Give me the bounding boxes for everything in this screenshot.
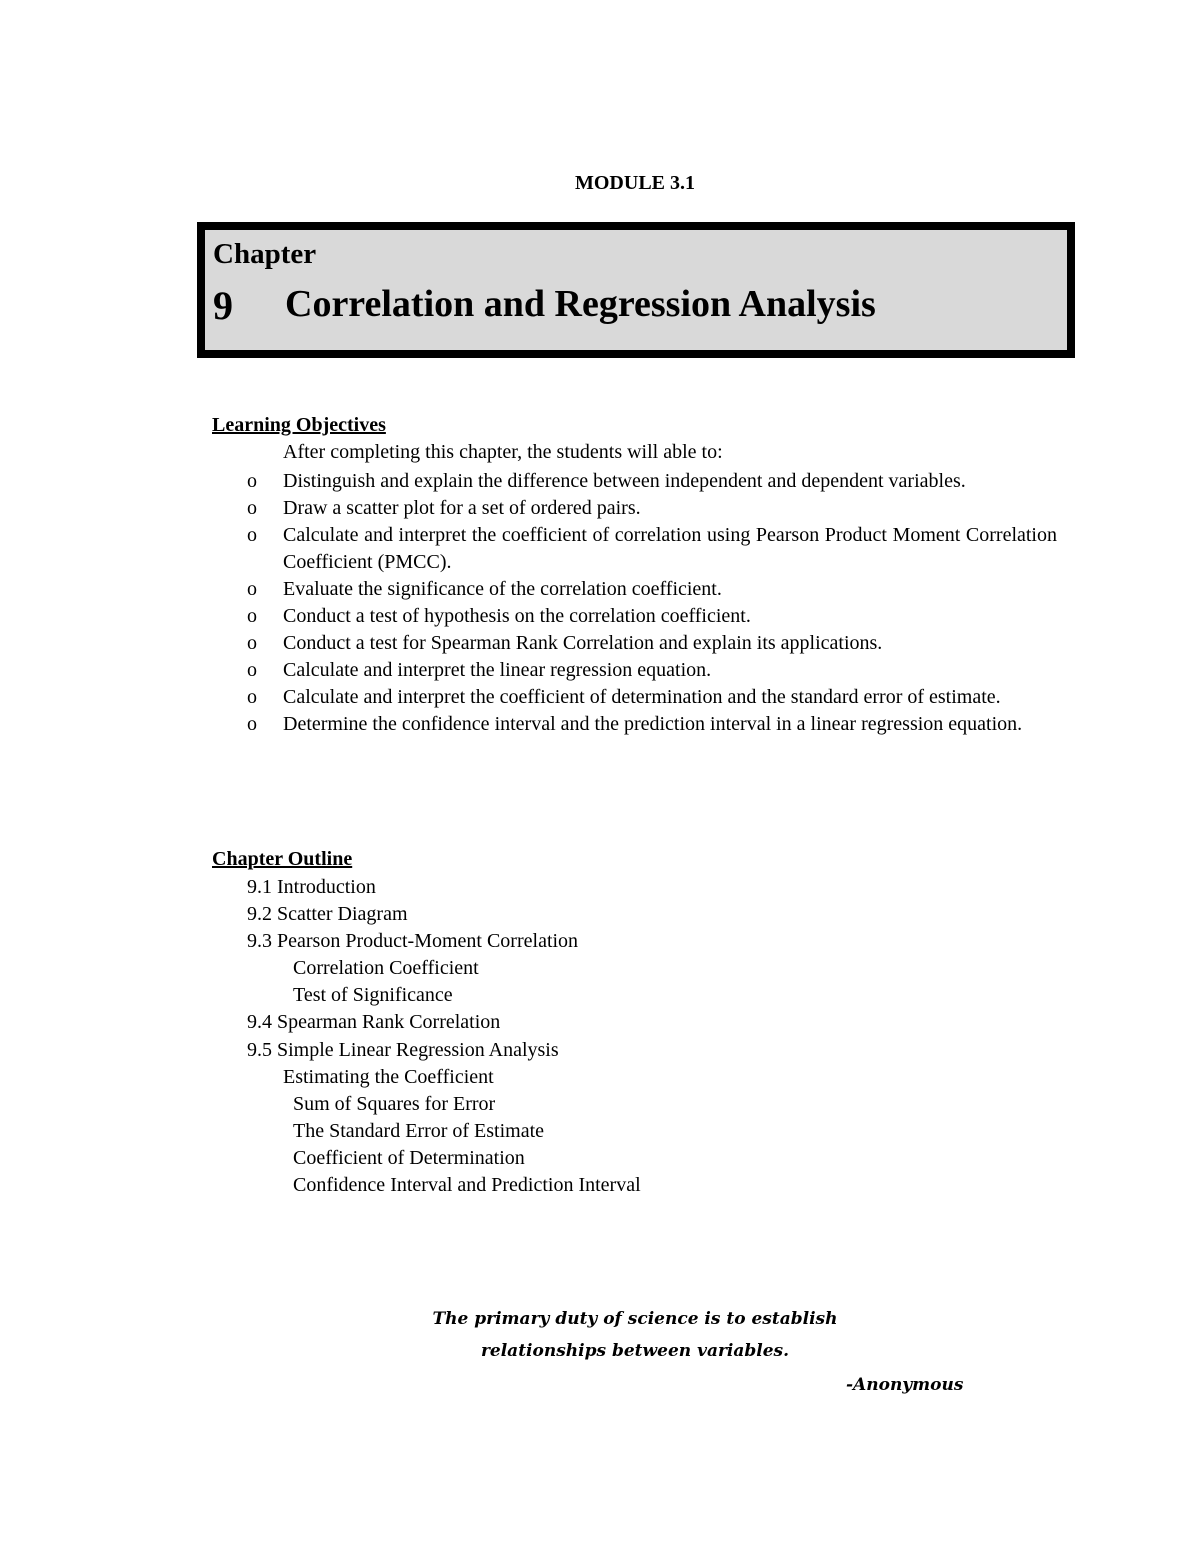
- chapter-number: 9: [213, 283, 233, 328]
- bullet-icon: o: [247, 713, 257, 735]
- learning-objectives-heading: Learning Objectives: [212, 414, 386, 436]
- bullet-icon: o: [247, 659, 257, 681]
- bullet-icon: o: [247, 524, 257, 546]
- outline-subitem: Confidence Interval and Prediction Interval: [293, 1174, 641, 1197]
- quote-line-2: relationships between variables.: [480, 1341, 790, 1361]
- objective-item: [245, 684, 1057, 711]
- outline-subitem: Estimating the Coefficient: [283, 1065, 494, 1088]
- chapter-title: Correlation and Regression Analysis: [285, 283, 876, 325]
- outline-subitem: Coefficient of Determination: [293, 1146, 525, 1169]
- outline-item: 9.2 Scatter Diagram: [247, 903, 408, 926]
- objective-text: Calculate and interpret the coefficient of determination and the standard error of estimate.: [283, 686, 1001, 708]
- objective-item: [245, 522, 1057, 576]
- objective-text: Evaluate the significance of the correlation coefficient.: [283, 578, 722, 600]
- objective-item: [245, 468, 1057, 495]
- objective-text: Distinguish and explain the difference between independent and dependent variables.: [283, 470, 966, 492]
- objective-item: [245, 603, 1057, 630]
- objective-text: Conduct a test of hypothesis on the correlation coefficient.: [283, 605, 751, 627]
- outline-item: 9.1 Introduction: [247, 876, 376, 898]
- objectives-intro: After completing this chapter, the students will able to:: [283, 441, 723, 463]
- objective-text: Calculate and interpret the linear regression equation.: [283, 659, 712, 681]
- bullet-icon: o: [247, 470, 257, 492]
- outline-subitem: The Standard Error of Estimate: [293, 1119, 545, 1142]
- objective-item: [245, 711, 1057, 738]
- bullet-icon: o: [247, 578, 257, 600]
- bullet-icon: o: [247, 632, 257, 654]
- objective-item: [245, 576, 1057, 603]
- objective-text: Calculate and interpret the coefficient of correlation using Pearson Product Moment Correlation Coefficient (PMCC).: [283, 524, 1057, 573]
- outline-item: 9.3 Pearson Product-Moment Correlation: [247, 930, 579, 953]
- outline-item: 9.4 Spearman Rank Correlation: [247, 1011, 501, 1034]
- outline-item: 9.5 Simple Linear Regression Analysis: [247, 1038, 559, 1061]
- bullet-icon: o: [247, 605, 257, 627]
- objectives-list: [245, 468, 1057, 738]
- objective-item: [245, 495, 1057, 522]
- bullet-icon: o: [247, 497, 257, 519]
- objective-text: Draw a scatter plot for a set of ordered pairs.: [283, 497, 641, 519]
- chapter-outline-heading: Chapter Outline: [212, 848, 353, 870]
- chapter-word: Chapter: [213, 238, 317, 270]
- quote-author: -Anonymous: [846, 1375, 964, 1395]
- bullet-icon: o: [247, 686, 257, 708]
- outline-subitem: Correlation Coefficient: [293, 957, 479, 980]
- objective-text: Determine the confidence interval and the prediction interval in a linear regression equation.: [283, 713, 1023, 735]
- objective-item: [245, 657, 1057, 684]
- module-label: MODULE 3.1: [575, 172, 695, 194]
- chapter-title-box: [197, 222, 1075, 358]
- outline-subitem: Sum of Squares for Error: [293, 1092, 496, 1115]
- chapter-outline-list: [247, 874, 641, 1199]
- objective-item: [245, 630, 1057, 657]
- outline-subitem: Test of Significance: [293, 984, 453, 1007]
- objective-text: Conduct a test for Spearman Rank Correlation and explain its applications.: [283, 632, 883, 654]
- quote-line-1: The primary duty of science is to establish: [432, 1309, 838, 1329]
